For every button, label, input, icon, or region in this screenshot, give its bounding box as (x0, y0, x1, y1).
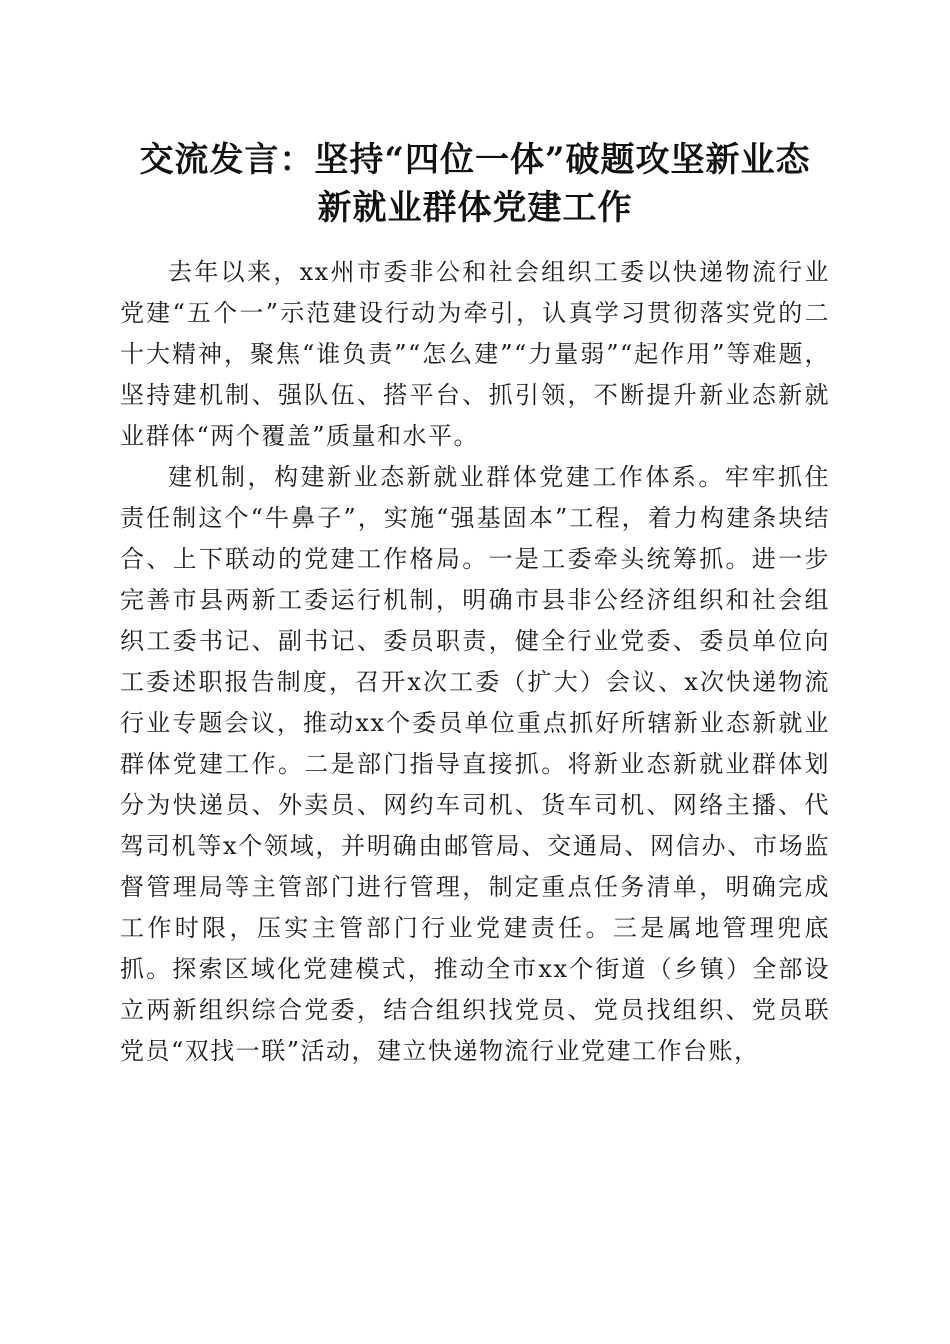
title-line-1: 交流发言：坚持“四位一体”破题攻坚新业态 (139, 140, 811, 180)
paragraph-intro: 去年以来，xx州市委非公和社会组织工委以快递物流行业党建“五个一”示范建设行动为牵引，认真学习贯彻落实党的二十大精神，聚焦“谁负责”“怎么建”“力量弱”“起作用”等难题，坚持建机制、强队伍、搭平台、抓引领，不断提升新业态新就业群体“两个覆盖”质量和水平。 (120, 258, 830, 450)
document-title (110, 136, 840, 232)
document-body (120, 252, 830, 1072)
title-line-2: 新就业群体党建工作 (317, 188, 633, 228)
paragraph-mechanism: 建机制，构建新业态新就业群体党建工作体系。牢牢抓住责任制这个“牛鼻子”，实施“强基固本”工程，着力构建条块结合、上下联动的党建工作格局。一是工委牵头统筹抓。进一步完善市县两新工委运行机制，明确市县非公经济组织和社会组织工委书记、副书记、委员职责，健全行业党委、委员单位向工委述职报告制度，召开x次工委（扩大）会议、x次快递物流行业专题会议，推动xx个委员单位重点抓好所辖新业态新就业群体党建工作。二是部门指导直接抓。将新业态新就业群体划分为快递员、外卖员、网约车司机、货车司机、网络主播、代驾司机等x个领域，并明确由邮管局、交通局、网信办、市场监督管理局等主管部门进行管理，制定重点任务清单，明确完成工作时限，压实主管部门行业党建责任。三是属地管理兜底抓。探索区域化党建模式，推动全市xx个街道（乡镇）全部设立两新组织综合党委，结合组织找党员、党员找组织、党员联党员“双找一联”活动，建立快递物流行业党建工作台账， (120, 463, 830, 1065)
